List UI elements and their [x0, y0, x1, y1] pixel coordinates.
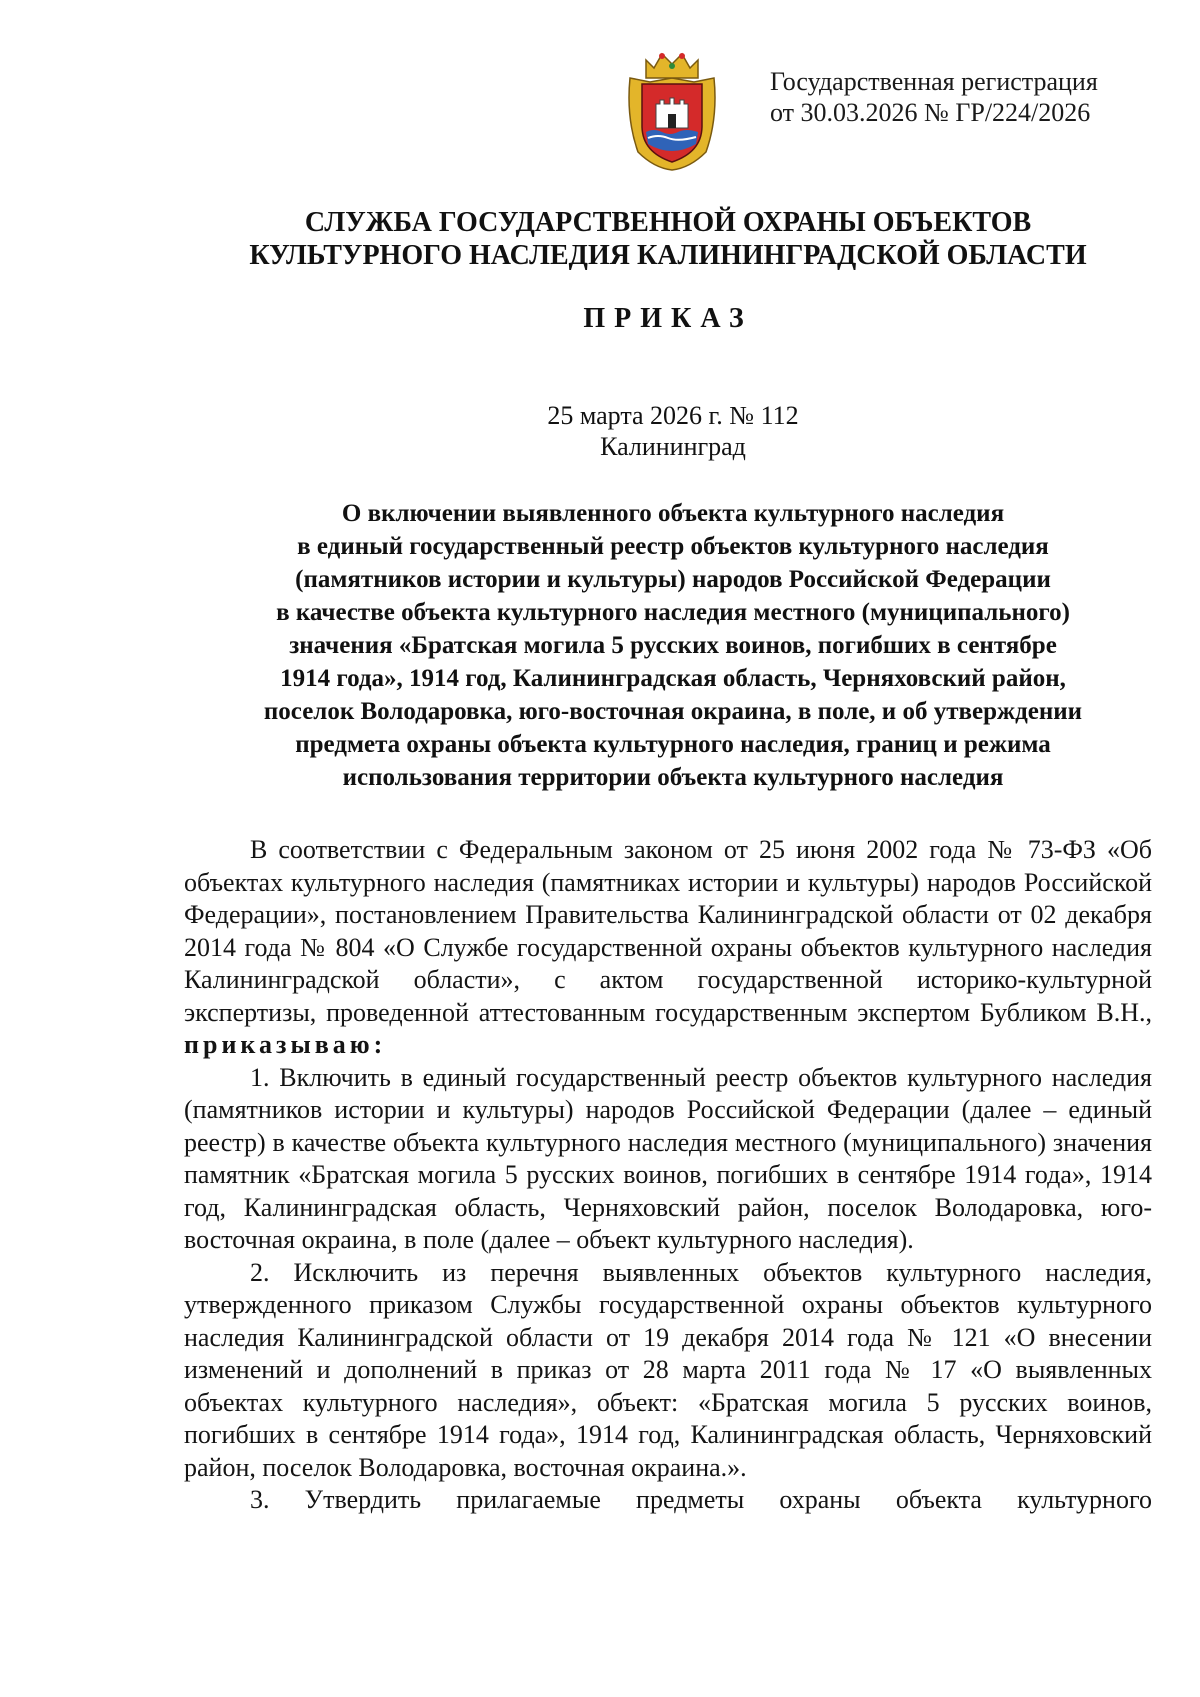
document-type: ПРИКАЗ	[583, 303, 753, 334]
subject-line: О включении выявленного объекта культурного наследия	[341, 500, 1005, 527]
agency-name-line1: СЛУЖБА ГОСУДАРСТВЕННОЙ ОХРАНЫ ОБЪЕКТОВ	[304, 207, 1032, 238]
order-date-place	[0, 400, 1200, 462]
preamble-paragraph	[184, 834, 1152, 1062]
subject-line: в качестве объекта культурного наследия местного (муниципального)	[276, 599, 1070, 626]
subject-line: (памятников истории и культуры) народов Российской Федерации	[295, 566, 1051, 593]
registration-label: Государственная регистрация	[770, 67, 1098, 96]
subject-line: использования территории объекта культурного наследия	[342, 764, 1004, 791]
subject-line: значения «Братская могила 5 русских воинов, погибших в сентябре	[289, 632, 1057, 659]
order-city: Калининград	[600, 432, 746, 461]
subject-line: в единый государственный реестр объектов культурного наследия	[297, 533, 1049, 560]
preamble-text: В соответствии с Федеральным законом от 25 июня 2002 года № 73-ФЗ «Об объектах культурного наследия (памятниках истории и культуры) народов Российской Федерации», постановлением Правительства Калининградской области от 02 декабря 2014 года № 804 «О Службе государственной охраны объектов культурного наследия Калининградской области», с актом государственной историко-культурной экспертизы, проведенной аттестованным государственным экспертом Бубликом В.Н.,	[184, 835, 1152, 1027]
subject-line: 1914 года», 1914 год, Калининградская область, Черняховский район,	[280, 665, 1066, 692]
subject-line: поселок Володаровка, юго-восточная окраина, в поле, и об утверждении	[263, 698, 1083, 725]
subject-line: предмета охраны объекта культурного наследия, границ и режима	[295, 731, 1051, 758]
coat-of-arms-icon	[624, 48, 720, 172]
order-subject	[0, 497, 1200, 794]
registration-stamp	[770, 66, 1098, 128]
agency-name-line2: КУЛЬТУРНОГО НАСЛЕДИЯ КАЛИНИНГРАДСКОЙ ОБЛАСТИ	[249, 240, 1087, 271]
agency-name	[0, 206, 1200, 272]
order-body	[184, 834, 1152, 1517]
command-word: приказываю:	[184, 1030, 387, 1059]
registration-number: от 30.03.2026 № ГР/224/2026	[770, 98, 1091, 127]
order-date-number: 25 марта 2026 г. № 112	[547, 401, 799, 430]
order-item-2: 2. Исключить из перечня выявленных объектов культурного наследия, утвержденного приказом Службы государственной охраны объектов культурного наследия Калининградской области от 19 декабря 2014 года № 121 «О внесении изменений и дополнений в приказ от 28 марта 2011 года № 17 «О выявленных объектах культурного наследия», объект: «Братская могила 5 русских воинов, погибших в сентябре 1914 года», 1914 год, Калининградская область, Черняховский район, поселок Володаровка, восточная окраина.».	[184, 1257, 1152, 1482]
order-item-1: 1. Включить в единый государственный реестр объектов культурного наследия (памятников истории и культуры) народов Российской Федерации (далее – единый реестр) в качестве объекта культурного наследия местного (муниципального) значения памятник «Братская могила 5 русских воинов, погибших в сентябре 1914 года», 1914 год, Калининградская область, Черняховский район, поселок Володаровка, юго-восточная окраина, в поле (далее – объект культурного наследия).	[184, 1062, 1152, 1254]
order-item-3: 3. Утвердить прилагаемые предметы охраны объекта культурного	[250, 1485, 1152, 1514]
